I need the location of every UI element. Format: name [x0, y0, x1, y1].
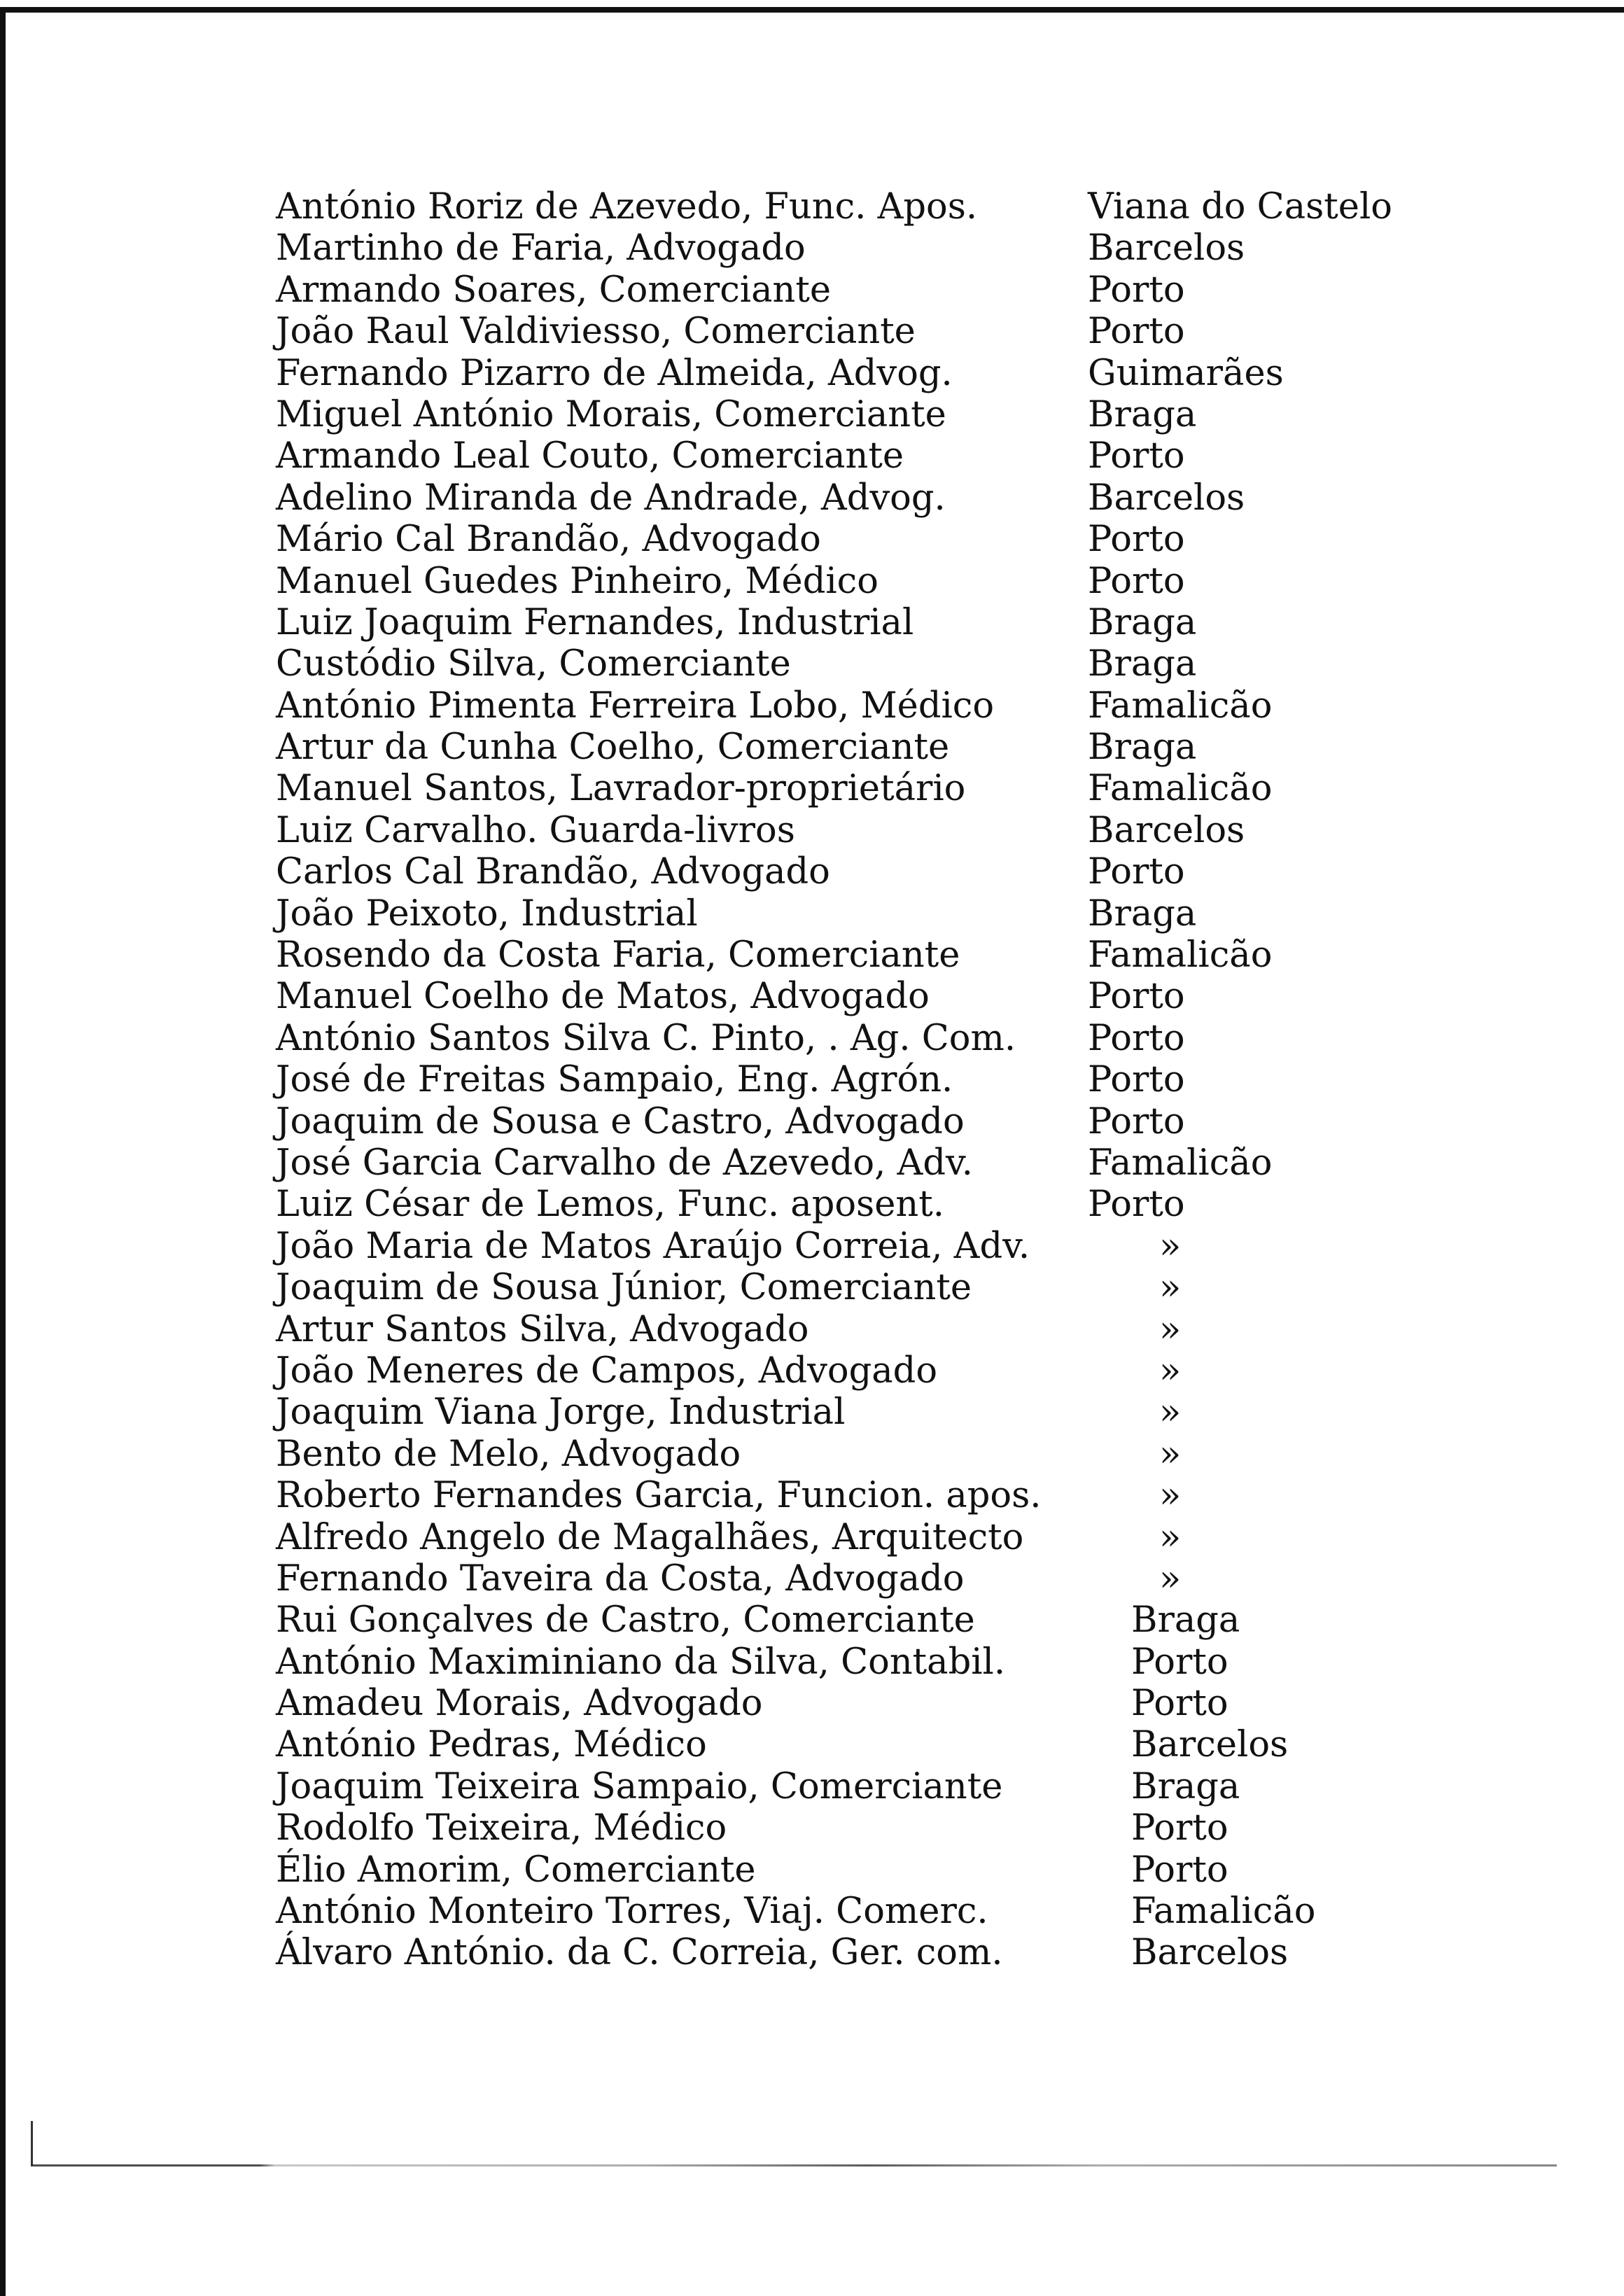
entry-place-ditto: » [1159, 1392, 1182, 1434]
list-item [276, 851, 1557, 892]
entry-place: Braga [1131, 1765, 1240, 1807]
entry-place-ditto: » [1159, 1225, 1182, 1267]
list-item [276, 270, 1557, 311]
entry-place: Porto [1088, 976, 1185, 1018]
entry-place: Braga [1088, 601, 1197, 643]
entry-name: Alfredo Angelo de Magalhães, Arquitecto [276, 1516, 1024, 1558]
entry-place: Porto [1088, 1184, 1185, 1226]
entry-name: Mário Cal Brandão, Advogado [276, 519, 821, 561]
entry-place: Porto [1131, 1683, 1228, 1725]
entry-place: Porto [1088, 1017, 1185, 1059]
list-item [276, 1101, 1557, 1142]
entry-place: Porto [1088, 851, 1185, 893]
entry-name: Fernando Pizarro de Almeida, Advog. [276, 352, 953, 394]
list-item [276, 1184, 1557, 1225]
entry-name: Élio Amorim, Comerciante [276, 1849, 756, 1891]
entry-name: Joaquim Viana Jorge, Industrial [276, 1392, 846, 1434]
entry-name: Adelino Miranda de Andrade, Advog. [276, 477, 946, 519]
page-border-left [0, 7, 6, 2296]
list-item [276, 1683, 1557, 1724]
entry-name: Joaquim Teixeira Sampaio, Comerciante [276, 1765, 1003, 1807]
list-item [276, 1600, 1557, 1641]
list-item [276, 227, 1557, 269]
entry-name: Custódio Silva, Comerciante [276, 643, 791, 685]
entry-name: Rui Gonçalves de Castro, Comerciante [276, 1600, 975, 1642]
list-item [276, 1392, 1557, 1433]
list-item [276, 976, 1557, 1017]
list-item [276, 1475, 1557, 1516]
list-item [276, 1350, 1557, 1392]
entry-name: Manuel Coelho de Matos, Advogado [276, 976, 930, 1018]
entry-place: Barcelos [1088, 477, 1245, 519]
list-item [276, 768, 1557, 809]
entry-name: João Peixoto, Industrial [276, 892, 698, 934]
list-item [276, 643, 1557, 685]
entry-place: Porto [1088, 1100, 1185, 1142]
entry-name: Carlos Cal Brandão, Advogado [276, 851, 830, 893]
list-item [276, 435, 1557, 477]
list-item [276, 1309, 1557, 1350]
list-item [276, 1891, 1557, 1932]
list-item [276, 934, 1557, 976]
entry-name: Amadeu Morais, Advogado [276, 1683, 763, 1725]
entry-name: Luiz César de Lemos, Func. aposent. [276, 1184, 944, 1226]
entry-place-ditto: » [1159, 1433, 1182, 1475]
entry-name: Roberto Fernandes Garcia, Funcion. apos. [276, 1475, 1042, 1517]
entry-name: Joaquim de Sousa Júnior, Comerciante [276, 1267, 972, 1309]
entry-name: José Garcia Carvalho de Azevedo, Adv. [276, 1142, 973, 1184]
list-item [276, 1142, 1557, 1184]
entry-place: Barcelos [1131, 1724, 1289, 1766]
entry-place: Porto [1088, 311, 1185, 353]
entry-name: Rosendo da Costa Faria, Comerciante [276, 934, 960, 976]
entry-name: Artur da Cunha Coelho, Comerciante [276, 727, 950, 769]
entry-place: Braga [1088, 643, 1197, 685]
list-item [276, 1642, 1557, 1683]
page-bottom-rule [31, 2164, 1557, 2166]
entry-name: João Maria de Matos Araújo Correia, Adv. [276, 1225, 1030, 1267]
list-item [276, 685, 1557, 727]
list-item [276, 1849, 1557, 1891]
entry-place: Porto [1088, 560, 1185, 602]
entry-name: Martinho de Faria, Advogado [276, 227, 806, 270]
entry-name: Rodolfo Teixeira, Médico [276, 1807, 727, 1849]
entry-name: António Pedras, Médico [276, 1724, 707, 1766]
list-item [276, 1807, 1557, 1849]
entry-place: Porto [1088, 435, 1185, 477]
list-item [276, 1059, 1557, 1100]
entry-name: José de Freitas Sampaio, Eng. Agrón. [276, 1059, 953, 1101]
entry-name: António Pimenta Ferreira Lobo, Médico [276, 685, 995, 727]
list-item [276, 1517, 1557, 1558]
entry-place: Braga [1131, 1600, 1240, 1642]
entry-place: Porto [1088, 519, 1185, 561]
member-list [276, 186, 1557, 1974]
list-item [276, 561, 1557, 602]
page-border-top [0, 7, 1624, 13]
list-item [276, 353, 1557, 394]
list-item [276, 602, 1557, 643]
entry-place-ditto: » [1159, 1308, 1182, 1350]
entry-place-ditto: » [1159, 1516, 1182, 1558]
entry-name: Bento de Melo, Advogado [276, 1433, 741, 1475]
entry-place: Porto [1088, 1059, 1185, 1101]
entry-name: Joaquim de Sousa e Castro, Advogado [276, 1100, 965, 1142]
list-item [276, 1724, 1557, 1765]
entry-name: António Santos Silva C. Pinto, . Ag. Com. [276, 1017, 1016, 1059]
entry-place: Braga [1088, 393, 1197, 435]
entry-name: Artur Santos Silva, Advogado [276, 1308, 809, 1350]
entry-place: Guimarães [1088, 352, 1284, 394]
list-item [276, 1932, 1557, 1973]
list-item [276, 810, 1557, 851]
entry-place: Famalicão [1088, 934, 1273, 976]
entry-name: Armando Leal Couto, Comerciante [276, 435, 904, 477]
entry-name: Luiz Carvalho. Guarda-livros [276, 809, 795, 851]
entry-place: Barcelos [1088, 227, 1245, 270]
list-item [276, 394, 1557, 435]
entry-place: Famalicão [1088, 685, 1273, 727]
entry-name: Armando Soares, Comerciante [276, 269, 832, 311]
page-corner-mark [31, 2121, 33, 2166]
entry-place: Porto [1131, 1641, 1228, 1683]
entry-name: Miguel António Morais, Comerciante [276, 393, 946, 435]
entry-place: Barcelos [1131, 1932, 1289, 1974]
entry-name: Manuel Santos, Lavrador-proprietário [276, 768, 966, 810]
entry-place: Famalicão [1131, 1891, 1316, 1933]
entry-place-ditto: » [1159, 1475, 1182, 1517]
list-item [276, 1267, 1557, 1308]
list-item [276, 1766, 1557, 1807]
list-item [276, 311, 1557, 352]
entry-place: Famalicão [1088, 1142, 1273, 1184]
entry-name: António Monteiro Torres, Viaj. Comerc. [276, 1891, 988, 1933]
list-item [276, 477, 1557, 519]
entry-place: Viana do Castelo [1088, 186, 1392, 227]
entry-name: Luiz Joaquim Fernandes, Industrial [276, 601, 914, 643]
list-item [276, 1018, 1557, 1059]
entry-place-ditto: » [1159, 1267, 1182, 1309]
list-item [276, 1226, 1557, 1267]
list-item [276, 519, 1557, 560]
entry-place: Barcelos [1088, 809, 1245, 851]
entry-place: Braga [1088, 892, 1197, 934]
entry-place-ditto: » [1159, 1350, 1182, 1392]
entry-place: Famalicão [1088, 768, 1273, 810]
list-item [276, 727, 1557, 768]
entry-name: Fernando Taveira da Costa, Advogado [276, 1558, 965, 1600]
entry-name: António Maximiniano da Silva, Contabil. [276, 1641, 1006, 1683]
entry-name: Álvaro António. da C. Correia, Ger. com. [276, 1932, 1003, 1974]
entry-place-ditto: » [1159, 1558, 1182, 1600]
entry-place: Porto [1088, 269, 1185, 311]
entry-name: António Roriz de Azevedo, Func. Apos. [276, 186, 978, 227]
entry-place: Braga [1088, 727, 1197, 769]
list-item [276, 893, 1557, 934]
entry-place: Porto [1131, 1807, 1228, 1849]
list-item [276, 1558, 1557, 1600]
list-item [276, 186, 1557, 227]
entry-name: João Raul Valdiviesso, Comerciante [276, 311, 916, 353]
list-item [276, 1434, 1557, 1475]
entry-name: João Meneres de Campos, Advogado [276, 1350, 938, 1392]
entry-name: Manuel Guedes Pinheiro, Médico [276, 560, 878, 602]
entry-place: Porto [1131, 1849, 1228, 1891]
